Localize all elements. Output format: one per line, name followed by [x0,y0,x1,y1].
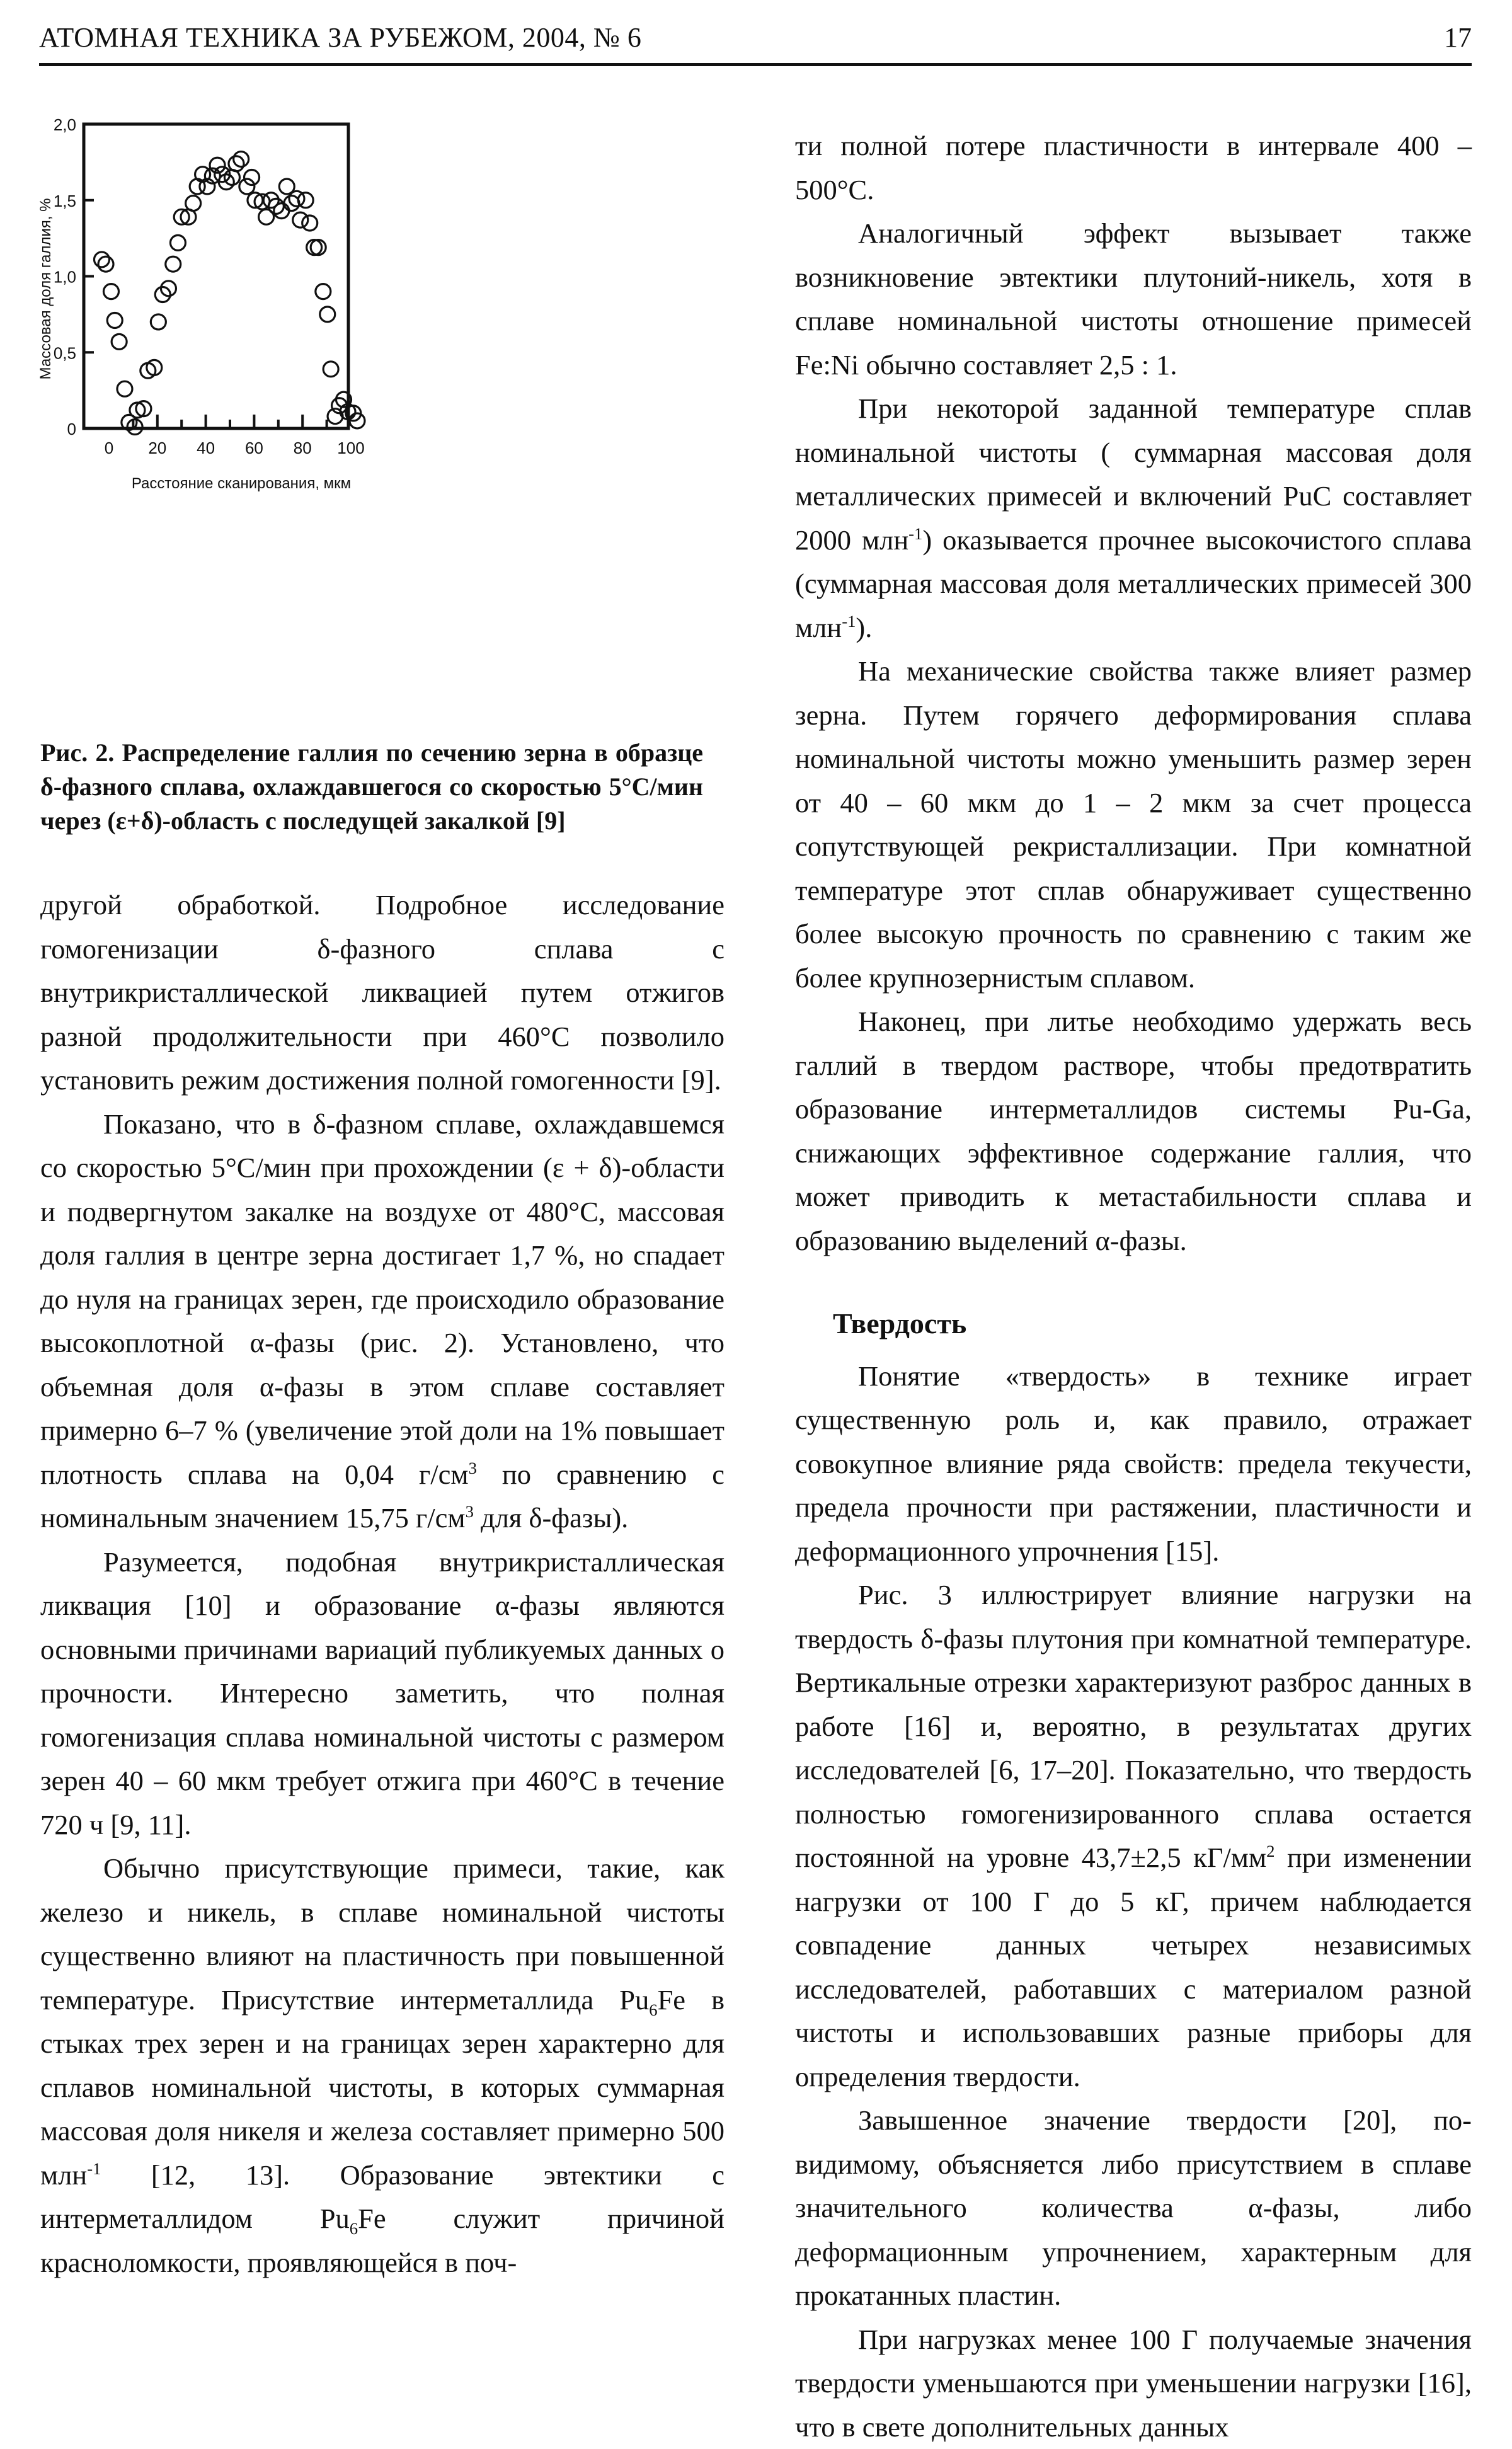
data-point [320,307,335,322]
paragraph: ти полной потере пластичности в интервале 400 – 500°С. [795,124,1472,212]
data-point [107,313,122,328]
data-point [136,401,151,416]
paragraph: другой обработкой. Подробное исследование гомогенизации δ-фазного сплава с внутрикристаллической ликвацией путем отжигов разной продолжительности при 460°С позволило установить режим достижения полной гомогенности [9]. [40,883,724,1103]
data-point [244,170,260,185]
data-point [302,215,318,231]
svg-text:100: 100 [337,439,364,457]
svg-text:Массовая доля галлия, %: Массовая доля галлия, % [37,198,54,380]
data-point [161,281,176,296]
svg-text:0,5: 0,5 [54,343,76,362]
data-point [117,381,132,396]
paragraph: Разумеется, подобная внутрикристаллическая ликвация [10] и образование α-фазы являются основными причинами вариаций публикуемых данных о прочности. Интересно заметить, что полная гомогенизация сплава номинальной чистоты с размером зерен 40 – 60 мкм требует отжига при 460°С в течение 720 ч [9, 11]. [40,1540,724,1847]
svg-text:1,0: 1,0 [54,268,76,287]
data-point [298,193,313,208]
section-heading: Твердость [833,1302,1472,1346]
svg-text:60: 60 [245,439,263,457]
running-header [39,19,1472,66]
svg-text:80: 80 [294,439,312,457]
svg-text:1,5: 1,5 [54,192,76,210]
paragraph: Показано, что в δ-фазном сплаве, охлаждавшемся со скоростью 5°С/мин при прохождении (ε + δ)-области и подвергнутом закалке на воздухе от 480°С, массовая доля галлия в центре зерна достигает 1,7 %, но спадает до нуля на границах зерен, где происходило образование высокоплотной α-фазы (рис. 2). Установлено, что объемная доля α-фазы в этом сплаве составляет примерно 6–7 % (увеличение этой доли на 1% повышает плотность сплава на 0,04 $г/см^3$ по сравнению с номинальным значением 15,75 $г/см^3$ для δ-фазы). [40,1103,724,1540]
data-point [147,360,162,375]
chart-canvas [25,113,731,731]
data-point [151,314,166,330]
data-point [127,420,142,435]
svg-text:40: 40 [197,439,215,457]
data-point [186,196,201,211]
left-column [40,883,724,2285]
paragraph: Понятие «твердость» в технике играет существенную роль и, как правило, отражает совокупное влияние ряда свойств: предела текучести, предела прочности при растяжении, пластичности и деформационного упрочнения [15]. [795,1355,1472,1574]
data-point [98,256,113,272]
paragraph: Аналогичный эффект вызывает также возникновение эвтектики плутоний-никель, хотя в сплаве номинальной чистоты отношение примесей Fe:Ni обычно составляет 2,5 : 1. [795,212,1472,387]
paragraph: На механические свойства также влияет размер зерна. Путем горячего деформирования сплава номинальной чистоты можно уменьшить размер зерен от 40 – 60 мкм до 1 – 2 мкм за счет процесса сопутствующей рекристаллизации. При комнатной температуре этот сплав обнаруживает существенно более высокую прочность по сравнению с таким же более крупнозернистым сплавом. [795,650,1472,1000]
data-point [166,256,181,272]
data-point [316,284,331,299]
paragraph: Обычно присутствующие примеси, такие, как железо и никель, в сплаве номинальной чистоты существенно влияют на пластичность при повышенной температуре. Присутствие интерметаллида $Pu_6Fe$ в стыках трех зерен и на границах зерен характерно для сплавов номинальной чистоты, в которых суммарная массовая доля никеля и железа составляет примерно 500 млн$^{-1}$ [12, 13]. Образование эвтектики с интерметаллидом $Pu_6Fe$ служит причиной красноломкости, проявляющейся в поч- [40,1847,724,2285]
paragraph: Наконец, при литье необходимо удержать весь галлий в твердом растворе, чтобы предотвратить образование интерметаллидов системы Pu-Ga, снижающих эффективное содержание галлия, что может приводить к метастабильности сплава и образованию выделений α-фазы. [795,1000,1472,1263]
figure-2-scatter-chart [25,113,731,731]
paragraph: Рис. 3 иллюстрирует влияние нагрузки на твердость δ-фазы плутония при комнатной температуре. Вертикальные отрезки характеризуют разброс данных в работе [16] и, вероятно, в результатах других исследователей [6, 17–20]. Показательно, что твердость полностью гомогенизированного сплава остается постоянной на уровне 43,7±2,5 $кГ/мм^2$ при изменении нагрузки от 100 Г до 5 кГ, причем наблюдается совпадение данных четырех независимых исследователей, работавших с материалом разной чистоты и использовавших разные приборы для определения твердости. [795,1573,1472,2099]
data-point [103,284,118,299]
svg-text:Расстояние сканирования, мкм: Расстояние сканирования, мкм [132,475,351,492]
data-points [94,152,365,435]
right-column [795,124,1472,2449]
svg-text:2,0: 2,0 [54,115,76,134]
paragraph: При нагрузках менее 100 Г получаемые значения твердости уменьшаются при уменьшении нагрузки [16], что в свете дополнительных данных [795,2318,1472,2449]
data-point [112,334,127,349]
journal-title: АТОМНАЯ ТЕХНИКА ЗА РУБЕЖОМ, 2004, № 6 [39,21,641,54]
page-number: 17 [1444,21,1472,54]
paragraph: При некоторой заданной температуре сплав номинальной чистоты ( суммарная массовая доля металлических примесей и включений PuC составляет 2000 млн$^{-1}$) оказывается прочнее высокочистого сплава (суммарная массовая доля металлических примесей 300 млн$^{-1}$). [795,387,1472,650]
data-point [170,235,185,250]
svg-text:0: 0 [105,439,113,457]
data-point [311,240,326,255]
paragraph: Завышенное значение твердости [20], по-видимому, объясняется либо присутствием в сплаве значительного количества α-фазы, либо деформационным упрочнением, характерным для прокатанных пластин. [795,2099,1472,2318]
figure-caption: Рис. 2. Распределение галлия по сечению зерна в образце δ-фазного сплава, охлаждавшегося со скоростью 5°С/мин через (ε+δ)-область с последущей закалкой [9] [40,736,703,838]
data-point [350,413,365,428]
data-point [323,362,338,377]
svg-text:20: 20 [148,439,166,457]
data-point [234,152,249,167]
svg-text:0: 0 [67,420,76,439]
